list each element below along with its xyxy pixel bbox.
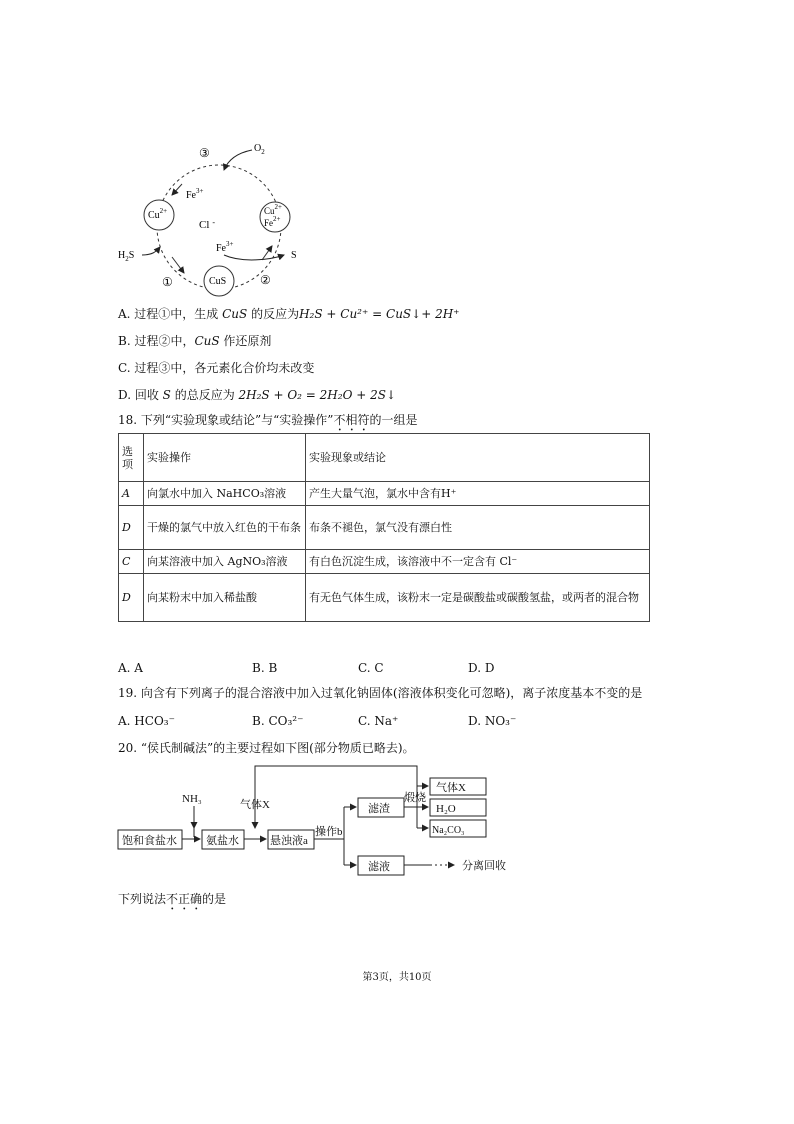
- table-row: A 向氯水中加入 NaHCO₃溶液 产生大量气泡，氯水中含有H⁺: [119, 482, 650, 506]
- q17-option-b: B. 过程②中，CuS 作还原剂: [118, 334, 272, 348]
- h2o-label: H₂O: [436, 803, 456, 815]
- suspension-label: 悬浊液a: [270, 835, 308, 847]
- o2-arrow: [224, 150, 252, 170]
- o2-label: $O_2$: [254, 143, 265, 156]
- step-1-marker: ①: [162, 275, 173, 289]
- q20-followup: 下列说法不正确的是: [118, 892, 227, 906]
- q19-option-d: D. NO₃⁻: [468, 714, 517, 728]
- q17-option-a: A. 过程①中，生成 CuS 的反应为H₂S + Cu²⁺ = CuS↓+ 2H⁺: [118, 307, 460, 321]
- page-footer: 第3页，共10页: [362, 972, 432, 983]
- q19-option-a: A. HCO₃⁻: [118, 714, 175, 728]
- h2s-label: $H_2S$: [118, 250, 135, 263]
- step-3-marker: ③: [199, 146, 210, 160]
- q17-option-c: C. 过程③中，各元素化合价均未改变: [118, 361, 315, 375]
- fe3-top-label: $Fe^{3+}$: [186, 187, 204, 201]
- gas-x-in-label: 气体X: [240, 799, 270, 811]
- hou-process-flowchart: [112, 762, 532, 884]
- q19-option-b: B. CO₃²⁻: [252, 714, 304, 728]
- recover-label: 分离回收: [462, 860, 506, 872]
- sulfur-arrow: [224, 255, 284, 260]
- table-header-operation: 实验操作: [144, 434, 306, 482]
- table-row: D 向某粉末中加入稀盐酸 有无色气体生成，该粉末一定是碳酸盐或碳酸氢盐，或两者的混合物: [119, 574, 650, 622]
- gas-x-out-label: 气体X: [436, 782, 466, 794]
- q18-option-b: B. B: [252, 661, 278, 675]
- ammonia-brine-label: 氨盐水: [206, 835, 239, 847]
- calcine-label: 煅烧: [404, 792, 426, 804]
- q18-stem: 18. 下列“实验现象或结论”与“实验操作”不相符的一组是: [118, 413, 418, 427]
- step-2-marker: ②: [260, 273, 271, 287]
- cu2-label: $Cu^{2+}$: [148, 207, 168, 221]
- q18-option-a: A. A: [118, 661, 143, 675]
- cycle-arrow-top: [172, 184, 182, 195]
- h2s-arrow: [142, 247, 160, 255]
- na2co3-label: Na₂CO₃: [432, 825, 465, 836]
- cus-label: CuS: [209, 276, 227, 287]
- table-row: D 干燥的氯气中放入红色的干布条 布条不褪色，氯气没有漂白性: [119, 506, 650, 550]
- q19-option-c: C. Na⁺: [358, 714, 399, 728]
- sulfur-label: S: [291, 250, 297, 261]
- table-header-option: 选项: [119, 434, 144, 482]
- table-row: C 向某溶液中加入 AgNO₃溶液 有白色沉淀生成，该溶液中不一定含有 Cl⁻: [119, 550, 650, 574]
- q17-option-d: D. 回收 S 的总反应为 2H₂S + O₂ = 2H₂O + 2S↓: [118, 388, 397, 402]
- residue-label: 滤渣: [368, 803, 390, 815]
- q20-stem: 20. “侯氏制碱法”的主要过程如下图(部分物质已略去)。: [118, 741, 415, 755]
- filtrate-label: 滤液: [368, 861, 390, 873]
- operation-label: 操作b: [315, 826, 343, 838]
- svg-text:Fe2+: $Fe^{2+}$: [264, 215, 281, 228]
- q19-stem: 19. 向含有下列离子的混合溶液中加入过氧化钠固体(溶液体积变化可忽略)，离子浓度基本不变的是: [118, 686, 643, 700]
- experiment-table: [118, 433, 650, 622]
- nh3-label: NH₃: [182, 793, 202, 805]
- catalytic-cycle-diagram: [112, 138, 312, 303]
- chloride-label: Cl -: [199, 218, 216, 231]
- cycle-arrow-right: [262, 246, 272, 260]
- q18-option-c: C. C: [358, 661, 384, 675]
- q18-option-d: D. D: [468, 661, 495, 675]
- table-header-result: 实验现象或结论: [306, 434, 650, 482]
- cycle-arrow-left: [172, 257, 184, 273]
- svg-text:Cu2+: $Cu^{2+}$: [264, 203, 282, 216]
- brine-label: 饱和食盐水: [122, 835, 177, 847]
- fe3-bottom-label: $Fe^{3+}$: [216, 240, 234, 254]
